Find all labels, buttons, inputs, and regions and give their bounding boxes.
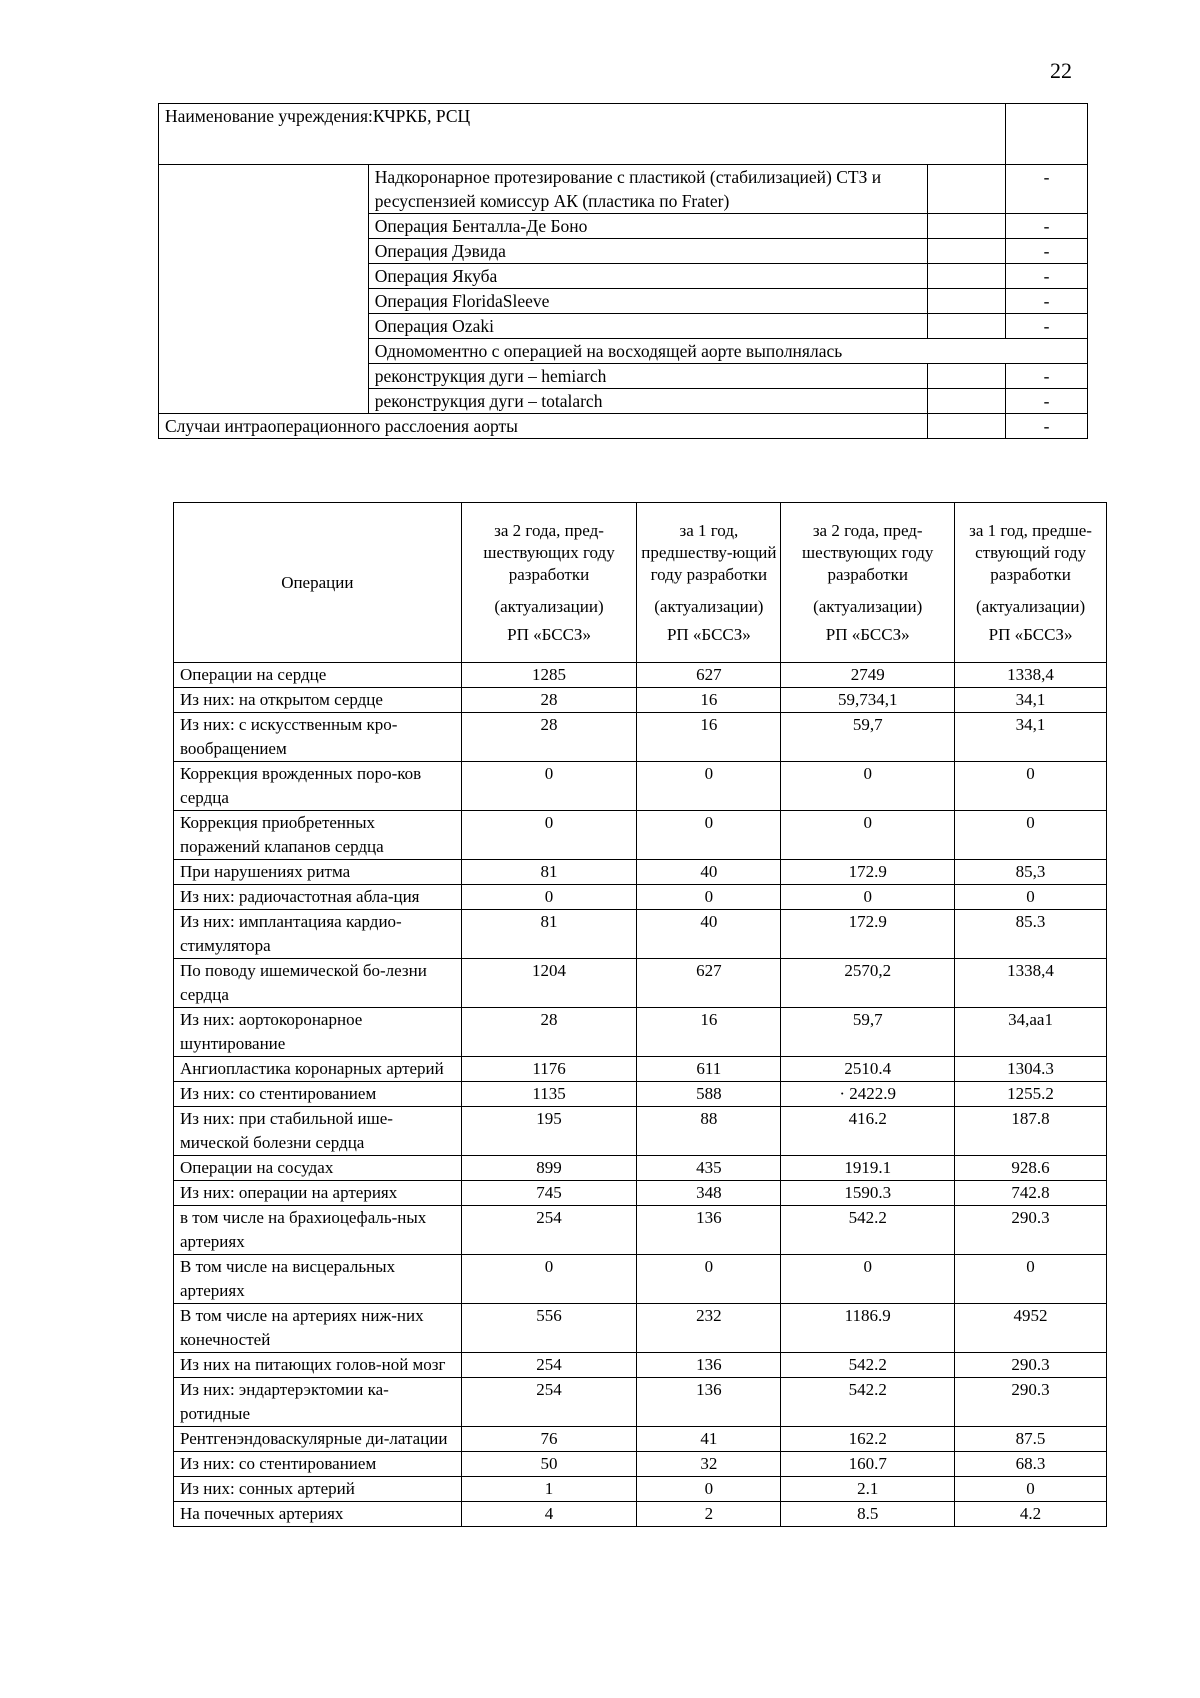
operation-row (174, 1477, 1107, 1502)
operation-value-col4: 68.3 (955, 1452, 1107, 1477)
operation-value-col4: 0 (955, 762, 1107, 811)
operation-value-col3: 172.9 (781, 910, 955, 959)
operation-value-col3: 2570,2 (781, 959, 955, 1008)
operation-name: Из них: имплантацияа кардио-стимулятора (174, 910, 462, 959)
operation-value-col2: 136 (637, 1353, 781, 1378)
aortic-op-value: - (1006, 389, 1088, 414)
operation-value-col2: 611 (637, 1057, 781, 1082)
operation-value-col4: 4952 (955, 1304, 1107, 1353)
aortic-op-empty (928, 389, 1006, 414)
operation-value-col1: 899 (461, 1156, 637, 1181)
operation-value-col2: 627 (637, 959, 781, 1008)
operation-row (174, 1378, 1107, 1427)
operation-name: Операции на сосудах (174, 1156, 462, 1181)
operation-name: Из них: эндартерэктомии ка-ротидные (174, 1378, 462, 1427)
operation-row (174, 1255, 1107, 1304)
operation-value-col1: 745 (461, 1181, 637, 1206)
operation-name: Из них: со стентированием (174, 1452, 462, 1477)
operation-value-col4: 290.3 (955, 1206, 1107, 1255)
header-col4-actualization: (актуализации) (975, 596, 1086, 616)
operation-row (174, 1206, 1107, 1255)
aortic-op-value: - (1006, 364, 1088, 389)
header-col1-actualization: (актуализации) (494, 596, 604, 616)
aortic-op-label: Надкоронарное протезирование с пластикой (стабилизацией) СТЗ и ресуспензией комиссур АК (пластика по Frater) (368, 165, 927, 214)
operation-value-col4: 742.8 (955, 1181, 1107, 1206)
operation-value-col1: 28 (461, 1008, 637, 1057)
operation-value-col3: 542.2 (781, 1206, 955, 1255)
operation-value-col1: 254 (461, 1378, 637, 1427)
operation-value-col1: 76 (461, 1427, 637, 1452)
institution-row (159, 104, 1088, 165)
operation-value-col3: 1590.3 (781, 1181, 955, 1206)
operation-row (174, 885, 1107, 910)
operation-value-col4: 0 (955, 1255, 1107, 1304)
header-col3-actualization: (актуализации) (813, 596, 923, 616)
operation-value-col2: 40 (637, 910, 781, 959)
operations-table (173, 502, 1107, 1527)
operation-row (174, 713, 1107, 762)
operation-name: При нарушениях ритма (174, 860, 462, 885)
operation-value-col1: 1176 (461, 1057, 637, 1082)
aortic-op-value: - (1006, 314, 1088, 339)
header-col3-rp: РП «БССЗ» (825, 624, 910, 644)
operation-value-col3: 416.2 (781, 1107, 955, 1156)
operation-value-col4: 290.3 (955, 1353, 1107, 1378)
operation-name: Из них на питающих голов-ной мозг (174, 1353, 462, 1378)
header-col2-rp: РП «БССЗ» (666, 624, 751, 644)
operation-name: Из них: сонных артерий (174, 1477, 462, 1502)
operation-row (174, 1057, 1107, 1082)
operation-name: Из них: операции на артериях (174, 1181, 462, 1206)
aortic-op-empty (928, 214, 1006, 239)
operation-value-col3: 0 (781, 885, 955, 910)
operation-value-col1: 556 (461, 1304, 637, 1353)
dissection-label: Случаи интраоперационного расслоения аорты (159, 414, 928, 439)
operation-value-col4: 1255.2 (955, 1082, 1107, 1107)
aortic-op-empty (928, 264, 1006, 289)
operation-row (174, 1156, 1107, 1181)
aortic-op-value: - (1006, 264, 1088, 289)
header-col4-main: за 1 год, предше-ствующий году разработки (969, 520, 1092, 584)
operation-value-col1: 81 (461, 860, 637, 885)
operation-value-col4: 928.6 (955, 1156, 1107, 1181)
operation-value-col2: 0 (637, 1477, 781, 1502)
operation-value-col1: 50 (461, 1452, 637, 1477)
header-col1 (461, 503, 637, 663)
operation-value-col3: 1186.9 (781, 1304, 955, 1353)
operation-value-col3: 542.2 (781, 1353, 955, 1378)
aortic-op-empty (928, 165, 1006, 214)
aortic-op-label: Операция Ozaki (368, 314, 927, 339)
operation-name: Из них: с искусственным кро-вообращением (174, 713, 462, 762)
operation-value-col1: 28 (461, 688, 637, 713)
operation-value-col1: 1135 (461, 1082, 637, 1107)
operation-row (174, 1427, 1107, 1452)
operation-value-col2: 136 (637, 1206, 781, 1255)
operation-row (174, 910, 1107, 959)
operation-value-col3: 542.2 (781, 1378, 955, 1427)
operation-value-col1: 4 (461, 1502, 637, 1527)
header-col1-main: за 2 года, пред-шествующих году разработки (483, 520, 615, 584)
operation-row (174, 959, 1107, 1008)
header-col3-main: за 2 года, пред-шествующих году разработки (802, 520, 934, 584)
operation-value-col2: 41 (637, 1427, 781, 1452)
dissection-empty (928, 414, 1006, 439)
operation-row (174, 1502, 1107, 1527)
operation-value-col2: 627 (637, 663, 781, 688)
institution-name: Наименование учреждения:КЧРКБ, РСЦ (159, 104, 1006, 165)
operation-value-col3: 2.1 (781, 1477, 955, 1502)
aortic-op-value: - (1006, 239, 1088, 264)
operation-value-col4: 187.8 (955, 1107, 1107, 1156)
operation-value-col1: 1 (461, 1477, 637, 1502)
aortic-op-value: - (1006, 214, 1088, 239)
institution-empty-cell (1006, 104, 1088, 165)
operation-value-col3: 59,734,1 (781, 688, 955, 713)
operation-value-col1: 1285 (461, 663, 637, 688)
aortic-op-row (159, 165, 1088, 214)
header-col2 (637, 503, 781, 663)
operation-value-col3: 0 (781, 811, 955, 860)
header-col4-rp: РП «БССЗ» (988, 624, 1073, 644)
operation-value-col4: 0 (955, 811, 1107, 860)
aortic-op-value: - (1006, 289, 1088, 314)
operation-value-col4: 0 (955, 1477, 1107, 1502)
operation-name: Из них: аортокоронарное шунтирование (174, 1008, 462, 1057)
aortic-op-label: Операция FloridaSleeve (368, 289, 927, 314)
operation-value-col4: 87.5 (955, 1427, 1107, 1452)
dissection-row (159, 414, 1088, 439)
operation-value-col1: 1204 (461, 959, 637, 1008)
aortic-op-label: реконструкция дуги – hemiarch (368, 364, 927, 389)
operation-value-col1: 195 (461, 1107, 637, 1156)
operation-value-col1: 0 (461, 762, 637, 811)
operation-name: В том числе на висцеральных артериях (174, 1255, 462, 1304)
operation-value-col1: 0 (461, 885, 637, 910)
operation-value-col1: 28 (461, 713, 637, 762)
operation-row (174, 1107, 1107, 1156)
operation-row (174, 663, 1107, 688)
operation-name: По поводу ишемической бо-лезни сердца (174, 959, 462, 1008)
operation-value-col2: 16 (637, 713, 781, 762)
aortic-op-label: Операция Дэвида (368, 239, 927, 264)
operation-value-col2: 16 (637, 1008, 781, 1057)
operation-value-col2: 0 (637, 885, 781, 910)
operation-value-col2: 232 (637, 1304, 781, 1353)
operation-row (174, 1452, 1107, 1477)
operation-value-col2: 0 (637, 1255, 781, 1304)
operation-value-col4: 34,aa1 (955, 1008, 1107, 1057)
operation-value-col4: 4.2 (955, 1502, 1107, 1527)
operation-value-col3: 8.5 (781, 1502, 955, 1527)
operation-name: Из них: при стабильной ише-мической болезни сердца (174, 1107, 462, 1156)
operation-row (174, 860, 1107, 885)
operation-value-col4: 85,3 (955, 860, 1107, 885)
operation-row (174, 1304, 1107, 1353)
operation-value-col3: 2510.4 (781, 1057, 955, 1082)
aortic-op-empty (928, 364, 1006, 389)
aortic-op-label: Операция Бенталла-Де Боно (368, 214, 927, 239)
operation-value-col3: 160.7 (781, 1452, 955, 1477)
operation-value-col2: 588 (637, 1082, 781, 1107)
operation-name: На почечных артериях (174, 1502, 462, 1527)
operation-value-col3: 59,7 (781, 713, 955, 762)
operation-value-col3: 0 (781, 762, 955, 811)
operation-value-col2: 435 (637, 1156, 781, 1181)
header-col2-main: за 1 год, предшеству-ющий году разработки (641, 520, 777, 584)
operation-value-col1: 0 (461, 811, 637, 860)
aortic-op-empty (928, 239, 1006, 264)
operation-value-col4: 85.3 (955, 910, 1107, 959)
institution-table (158, 103, 1088, 439)
operation-name: Из них: со стентированием (174, 1082, 462, 1107)
aortic-op-value: - (1006, 165, 1088, 214)
operation-row (174, 1353, 1107, 1378)
header-col2-actualization: (актуализации) (654, 596, 764, 616)
operation-row (174, 811, 1107, 860)
operations-header-row (174, 503, 1107, 663)
operation-row (174, 1181, 1107, 1206)
operation-value-col4: 34,1 (955, 713, 1107, 762)
operation-value-col1: 254 (461, 1206, 637, 1255)
operation-value-col3: 172.9 (781, 860, 955, 885)
operation-row (174, 1008, 1107, 1057)
operation-value-col3: 162.2 (781, 1427, 955, 1452)
operation-row (174, 1082, 1107, 1107)
operation-value-col4: 1304.3 (955, 1057, 1107, 1082)
operation-name: Ангиопластика коронарных артерий (174, 1057, 462, 1082)
operation-value-col2: 40 (637, 860, 781, 885)
operation-value-col2: 136 (637, 1378, 781, 1427)
operation-name: Рентгенэндоваскулярные ди-латации (174, 1427, 462, 1452)
operation-value-col4: 1338,4 (955, 663, 1107, 688)
operation-value-col3: 59,7 (781, 1008, 955, 1057)
operation-value-col3: 2749 (781, 663, 955, 688)
dissection-value: - (1006, 414, 1088, 439)
aortic-op-label: реконструкция дуги – totalarch (368, 389, 927, 414)
operation-name: Коррекция врожденных поро-ков сердца (174, 762, 462, 811)
header-col1-rp: РП «БССЗ» (507, 624, 591, 644)
operation-value-col1: 254 (461, 1353, 637, 1378)
operation-value-col2: 88 (637, 1107, 781, 1156)
operation-value-col2: 32 (637, 1452, 781, 1477)
operation-name: Коррекция приобретенных поражений клапанов сердца (174, 811, 462, 860)
row-group-cell (159, 165, 369, 414)
operation-value-col4: 34,1 (955, 688, 1107, 713)
operation-value-col1: 81 (461, 910, 637, 959)
operation-value-col2: 16 (637, 688, 781, 713)
operation-value-col4: 0 (955, 885, 1107, 910)
operation-value-col3: 0 (781, 1255, 955, 1304)
operation-value-col4: 290.3 (955, 1378, 1107, 1427)
header-col3 (781, 503, 955, 663)
operation-value-col4: 1338,4 (955, 959, 1107, 1008)
operation-name: Из них: на открытом сердце (174, 688, 462, 713)
operation-value-col3: · 2422.9 (781, 1082, 955, 1107)
operation-row (174, 688, 1107, 713)
operation-name: В том числе на артериях ниж-них конечностей (174, 1304, 462, 1353)
aortic-op-empty (928, 314, 1006, 339)
operation-value-col2: 2 (637, 1502, 781, 1527)
aortic-op-label: Одномоментно с операцией на восходящей аорте выполнялась (368, 339, 1087, 364)
operation-name: Из них: радиочастотная абла-ция (174, 885, 462, 910)
operation-value-col2: 348 (637, 1181, 781, 1206)
operation-value-col2: 0 (637, 811, 781, 860)
header-operations: Операции (174, 503, 462, 663)
header-col4 (955, 503, 1107, 663)
operation-name: Операции на сердце (174, 663, 462, 688)
aortic-op-empty (928, 289, 1006, 314)
operation-value-col2: 0 (637, 762, 781, 811)
operation-row (174, 762, 1107, 811)
operation-name: в том числе на брахиоцефаль-ных артериях (174, 1206, 462, 1255)
operation-value-col3: 1919.1 (781, 1156, 955, 1181)
page-number: 22 (1050, 58, 1072, 83)
aortic-op-label: Операция Якуба (368, 264, 927, 289)
operation-value-col1: 0 (461, 1255, 637, 1304)
